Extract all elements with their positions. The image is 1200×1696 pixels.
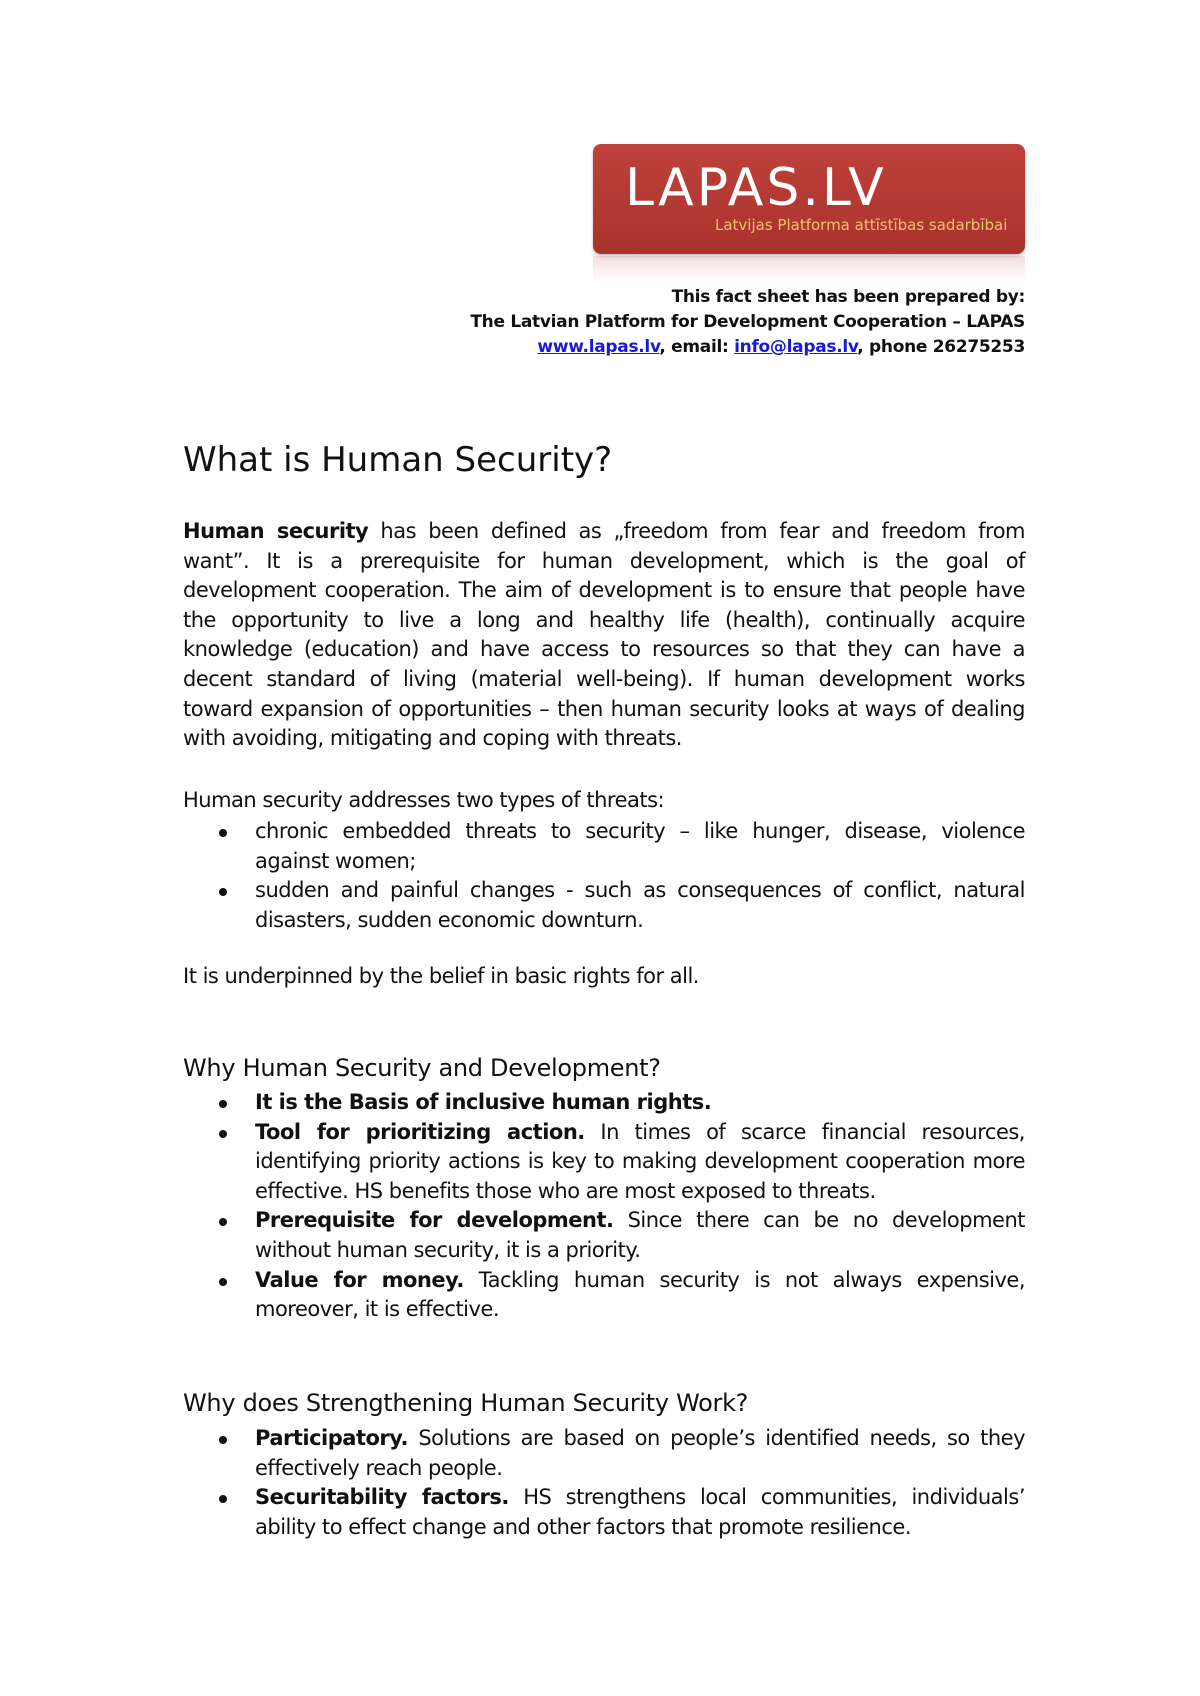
underpinned-text: It is underpinned by the belief in basic rights for all. [183,964,699,988]
item-bold: Prerequisite for development. [255,1208,614,1233]
list-item [183,817,1025,876]
why-development-list [183,1088,1025,1325]
section-heading-why-development: Why Human Security and Development? [183,1054,661,1082]
website-link[interactable]: www.lapas.lv [537,337,660,357]
list-item [183,1483,1025,1542]
logo-subtitle: Latvijas Platforma attīstības sadarbībai [715,216,1008,234]
section-heading-why-works: Why does Strengthening Human Security Work? [183,1389,749,1417]
bullet-icon [219,888,227,896]
email-link[interactable]: info@lapas.lv [734,337,858,357]
bullet-icon [219,1100,227,1108]
organization-line: The Latvian Platform for Development Cooperation – LAPAS [470,312,1025,332]
threats-list [183,817,1025,935]
logo-reflection [593,256,1025,284]
bullet-icon [219,1218,227,1226]
threat-item-text: chronic embedded threats to security – like hunger, disease, violence against women; [255,819,1025,873]
email-label: , email: [659,337,735,357]
item-bold: Tool for prioritizing action. [255,1119,585,1144]
item-bold: Securitability factors. [255,1485,509,1510]
list-item [183,1266,1025,1325]
item-bold: Participatory. [255,1426,409,1450]
lapas-logo [593,144,1025,254]
contact-line [470,335,1025,360]
item-bold: Value for money. [255,1267,464,1292]
list-item [183,1206,1025,1265]
item-text: Since there can be no development without human security, it is a priority. [255,1208,1025,1262]
intro-text: has been defined as „freedom from fear and freedom from want”. It is a prerequisite for human development, which is the goal of development cooperation. The aim of development is to ensure that people have the opportunity to live a long and healthy life (health), continually acquire knowledge (education) and have access to resources so that they can have a decent standard of living (material well-being). If human development works toward expansion of opportunities – then human security looks at ways of dealing with avoiding, mitigating and coping with threats. [183,519,1026,751]
page-title: What is Human Security? [183,440,613,480]
item-text: Solutions are based on people’s identified needs, so they effectively reach people. [255,1426,1025,1480]
intro-term: Human security [183,519,369,543]
item-text: HS strengthens local communities, individuals’ ability to effect change and other factors that promote resilience. [255,1485,1025,1539]
logo-wordmark: LAPAS.LV [625,158,887,218]
threats-lead: Human security addresses two types of threats: [183,788,665,812]
threat-item-text: sudden and painful changes - such as consequences of conflict, natural disasters, sudden economic downturn. [255,878,1025,932]
list-item [183,876,1025,935]
bullet-icon [219,1278,227,1286]
item-text: In times of scarce financial resources, identifying priority actions is key to making development cooperation more effective. HS benefits those who are most exposed to threats. [255,1119,1025,1203]
prepared-by-line: This fact sheet has been prepared by: [671,287,1025,307]
phone-text: , phone 26275253 [857,337,1025,357]
item-text: Tackling human security is not always expensive, moreover, it is effective. [255,1267,1026,1322]
intro-paragraph [183,517,1025,754]
item-bold: It is the Basis of inclusive human rights. [255,1090,712,1114]
list-item [183,1088,1025,1118]
prepared-by-block [470,285,1025,360]
bullet-icon [219,1436,227,1444]
list-item [183,1424,1025,1483]
list-item [183,1118,1025,1207]
bullet-icon [219,1495,227,1503]
bullet-icon [219,1130,227,1138]
bullet-icon [219,829,227,837]
why-works-list [183,1424,1025,1542]
